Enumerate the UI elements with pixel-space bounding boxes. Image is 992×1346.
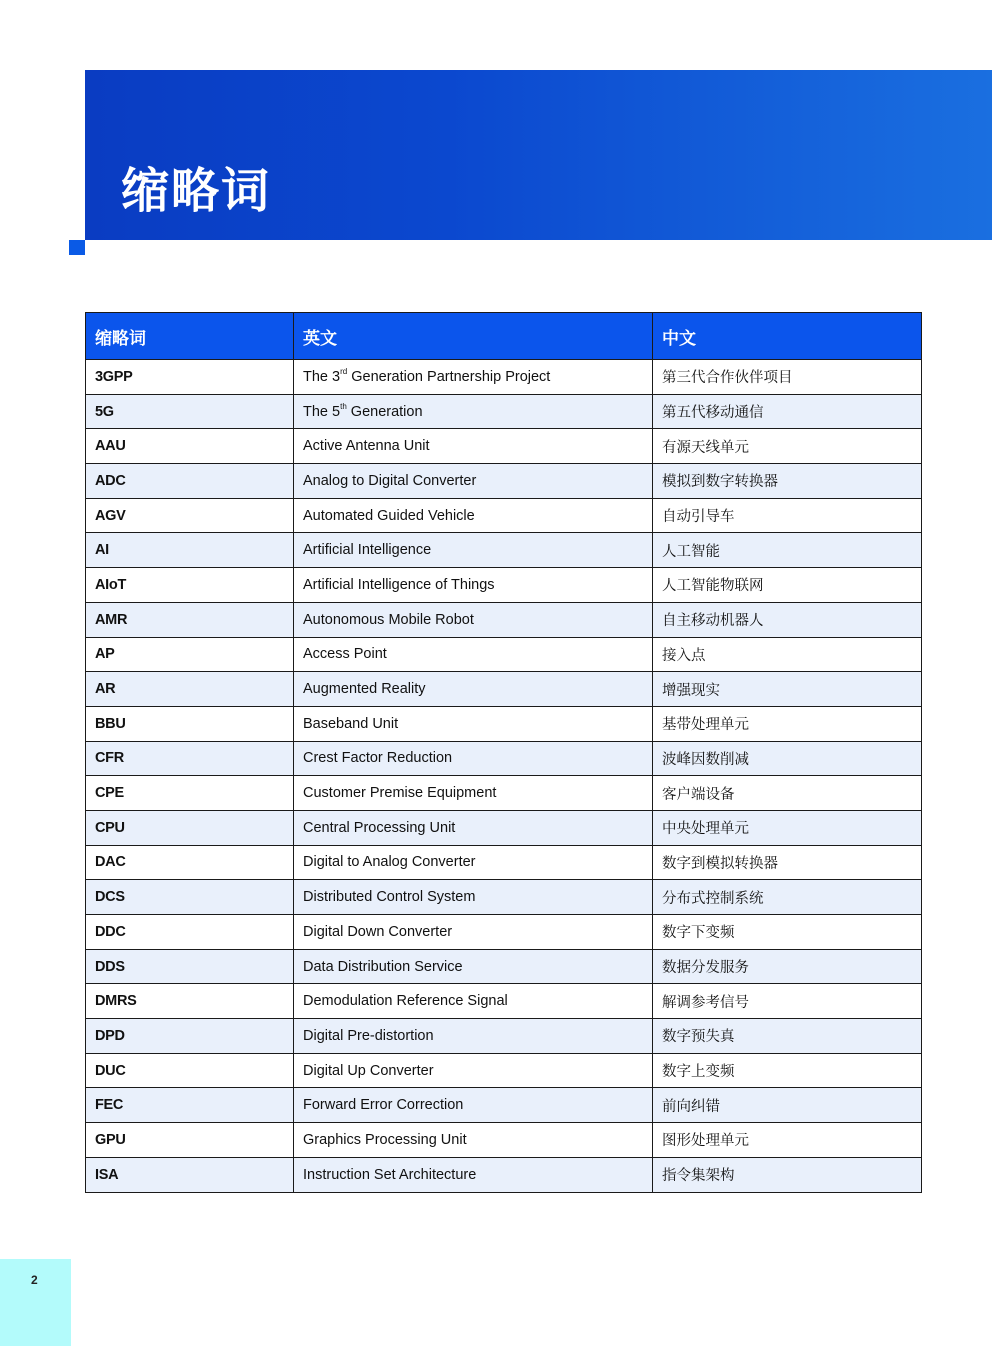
chinese-term-cell: 中央处理单元 <box>653 810 922 845</box>
english-term: Graphics Processing Unit <box>303 1131 467 1148</box>
table-row <box>86 1123 922 1158</box>
english-term-cell <box>294 1123 653 1158</box>
english-term-cell <box>294 880 653 915</box>
chinese-term-cell: 自主移动机器人 <box>653 602 922 637</box>
abbreviation-cell: AI <box>86 533 294 568</box>
english-term-cell <box>294 915 653 950</box>
english-term-cell <box>294 602 653 637</box>
abbreviation-cell: GPU <box>86 1123 294 1158</box>
chinese-term-cell: 接入点 <box>653 637 922 672</box>
abbreviation-cell: CFR <box>86 741 294 776</box>
english-term: Forward Error Correction <box>303 1097 464 1114</box>
table-row <box>86 984 922 1019</box>
chinese-term-cell: 数字下变频 <box>653 915 922 950</box>
abbreviation-cell: AGV <box>86 498 294 533</box>
chinese-term-cell: 数字上变频 <box>653 1053 922 1088</box>
english-term-cell <box>294 1019 653 1054</box>
chinese-term-cell: 图形处理单元 <box>653 1123 922 1158</box>
english-term: Access Point <box>303 646 387 663</box>
table-row <box>86 845 922 880</box>
chinese-term-cell: 有源天线单元 <box>653 429 922 464</box>
table-row <box>86 568 922 603</box>
english-term: Baseband Unit <box>303 715 399 732</box>
english-term: Digital Down Converter <box>303 923 453 940</box>
glossary-table <box>85 312 922 1193</box>
english-term: Digital Pre-distortion <box>303 1027 434 1044</box>
english-term: Artificial Intelligence <box>303 542 432 559</box>
chinese-term-cell: 客户端设备 <box>653 776 922 811</box>
english-term: Augmented Reality <box>303 681 426 698</box>
chinese-term-cell: 指令集架构 <box>653 1157 922 1192</box>
abbreviation-cell: AAU <box>86 429 294 464</box>
english-term-cell <box>294 845 653 880</box>
table-row <box>86 429 922 464</box>
column-header-abbr: 缩略词 <box>86 313 294 360</box>
english-term-cell <box>294 533 653 568</box>
abbreviation-cell: 3GPP <box>86 360 294 395</box>
english-term-cell <box>294 776 653 811</box>
chinese-term-cell: 前向纠错 <box>653 1088 922 1123</box>
table-row <box>86 1157 922 1192</box>
chinese-term-cell: 人工智能物联网 <box>653 568 922 603</box>
chinese-term-cell: 自动引导车 <box>653 498 922 533</box>
table-row <box>86 533 922 568</box>
english-term: Distributed Control System <box>303 889 476 906</box>
chinese-term-cell: 数字预失真 <box>653 1019 922 1054</box>
abbreviation-cell: DDC <box>86 915 294 950</box>
table-row <box>86 1088 922 1123</box>
english-term-cell <box>294 672 653 707</box>
table-row <box>86 810 922 845</box>
english-term-rest: Generation <box>346 403 423 420</box>
english-term: Customer Premise Equipment <box>303 785 497 802</box>
english-term: Central Processing Unit <box>303 819 456 836</box>
table-row <box>86 602 922 637</box>
english-term: Artificial Intelligence of Things <box>303 576 495 593</box>
abbreviation-cell: DAC <box>86 845 294 880</box>
ordinal-suffix: rd <box>340 366 348 376</box>
abbreviation-cell: AP <box>86 637 294 672</box>
english-term-cell <box>294 810 653 845</box>
column-header-chinese: 中文 <box>653 313 922 360</box>
table-row <box>86 498 922 533</box>
table-row <box>86 915 922 950</box>
abbreviation-cell: 5G <box>86 394 294 429</box>
english-term-cell <box>294 1053 653 1088</box>
chinese-term-cell: 波峰因数削减 <box>653 741 922 776</box>
english-term: Analog to Digital Converter <box>303 472 477 489</box>
abbreviation-cell: AR <box>86 672 294 707</box>
page-title: 缩略词 <box>121 163 272 219</box>
english-term: Data Distribution Service <box>303 958 463 975</box>
chinese-term-cell: 数字到模拟转换器 <box>653 845 922 880</box>
abbreviation-cell: ADC <box>86 464 294 499</box>
table-row <box>86 360 922 395</box>
english-term: Instruction Set Architecture <box>303 1166 477 1183</box>
chinese-term-cell: 人工智能 <box>653 533 922 568</box>
english-term-cell <box>294 464 653 499</box>
page-number: 2 <box>31 1273 38 1287</box>
english-term-cell <box>294 949 653 984</box>
table-row <box>86 776 922 811</box>
title-banner <box>85 70 992 240</box>
table-row <box>86 706 922 741</box>
english-term-cell <box>294 394 653 429</box>
english-term-cell <box>294 429 653 464</box>
abbreviation-cell: DCS <box>86 880 294 915</box>
english-term-cell <box>294 498 653 533</box>
abbreviation-cell: DDS <box>86 949 294 984</box>
english-term: The 5 <box>303 403 341 420</box>
table-row <box>86 464 922 499</box>
table-row <box>86 949 922 984</box>
abbreviation-cell: CPU <box>86 810 294 845</box>
english-term: The 3 <box>303 368 341 385</box>
table-row <box>86 672 922 707</box>
english-term: Autonomous Mobile Robot <box>303 611 474 628</box>
abbreviation-cell: AIoT <box>86 568 294 603</box>
chinese-term-cell: 模拟到数字转换器 <box>653 464 922 499</box>
table-row <box>86 1019 922 1054</box>
english-term: Crest Factor Reduction <box>303 750 453 767</box>
chinese-term-cell: 解调参考信号 <box>653 984 922 1019</box>
english-term: Active Antenna Unit <box>303 438 430 455</box>
ordinal-suffix: th <box>340 401 347 411</box>
english-term-cell <box>294 741 653 776</box>
chinese-term-cell: 第三代合作伙伴项目 <box>653 360 922 395</box>
table-row <box>86 394 922 429</box>
table-header-row <box>86 313 922 360</box>
abbreviation-cell: FEC <box>86 1088 294 1123</box>
english-term-cell <box>294 706 653 741</box>
abbreviation-cell: AMR <box>86 602 294 637</box>
english-term-cell <box>294 637 653 672</box>
chinese-term-cell: 分布式控制系统 <box>653 880 922 915</box>
chinese-term-cell: 第五代移动通信 <box>653 394 922 429</box>
english-term: Demodulation Reference Signal <box>303 993 508 1010</box>
chinese-term-cell: 数据分发服务 <box>653 949 922 984</box>
english-term-cell <box>294 568 653 603</box>
table-row <box>86 741 922 776</box>
english-term: Digital Up Converter <box>303 1062 434 1079</box>
abbreviation-cell: ISA <box>86 1157 294 1192</box>
abbreviation-cell: DPD <box>86 1019 294 1054</box>
english-term-cell <box>294 360 653 395</box>
english-term: Digital to Analog Converter <box>303 854 476 871</box>
abbreviation-cell: CPE <box>86 776 294 811</box>
abbreviation-cell: BBU <box>86 706 294 741</box>
english-term-cell <box>294 1088 653 1123</box>
chinese-term-cell: 基带处理单元 <box>653 706 922 741</box>
english-term-cell <box>294 984 653 1019</box>
chinese-term-cell: 增强现实 <box>653 672 922 707</box>
abbreviation-cell: DMRS <box>86 984 294 1019</box>
table-row <box>86 880 922 915</box>
english-term-rest: Generation Partnership Project <box>347 368 551 385</box>
table-row <box>86 1053 922 1088</box>
english-term-cell <box>294 1157 653 1192</box>
english-term: Automated Guided Vehicle <box>303 507 475 524</box>
accent-square <box>69 240 85 255</box>
table-row <box>86 637 922 672</box>
abbreviation-cell: DUC <box>86 1053 294 1088</box>
column-header-english: 英文 <box>294 313 653 360</box>
